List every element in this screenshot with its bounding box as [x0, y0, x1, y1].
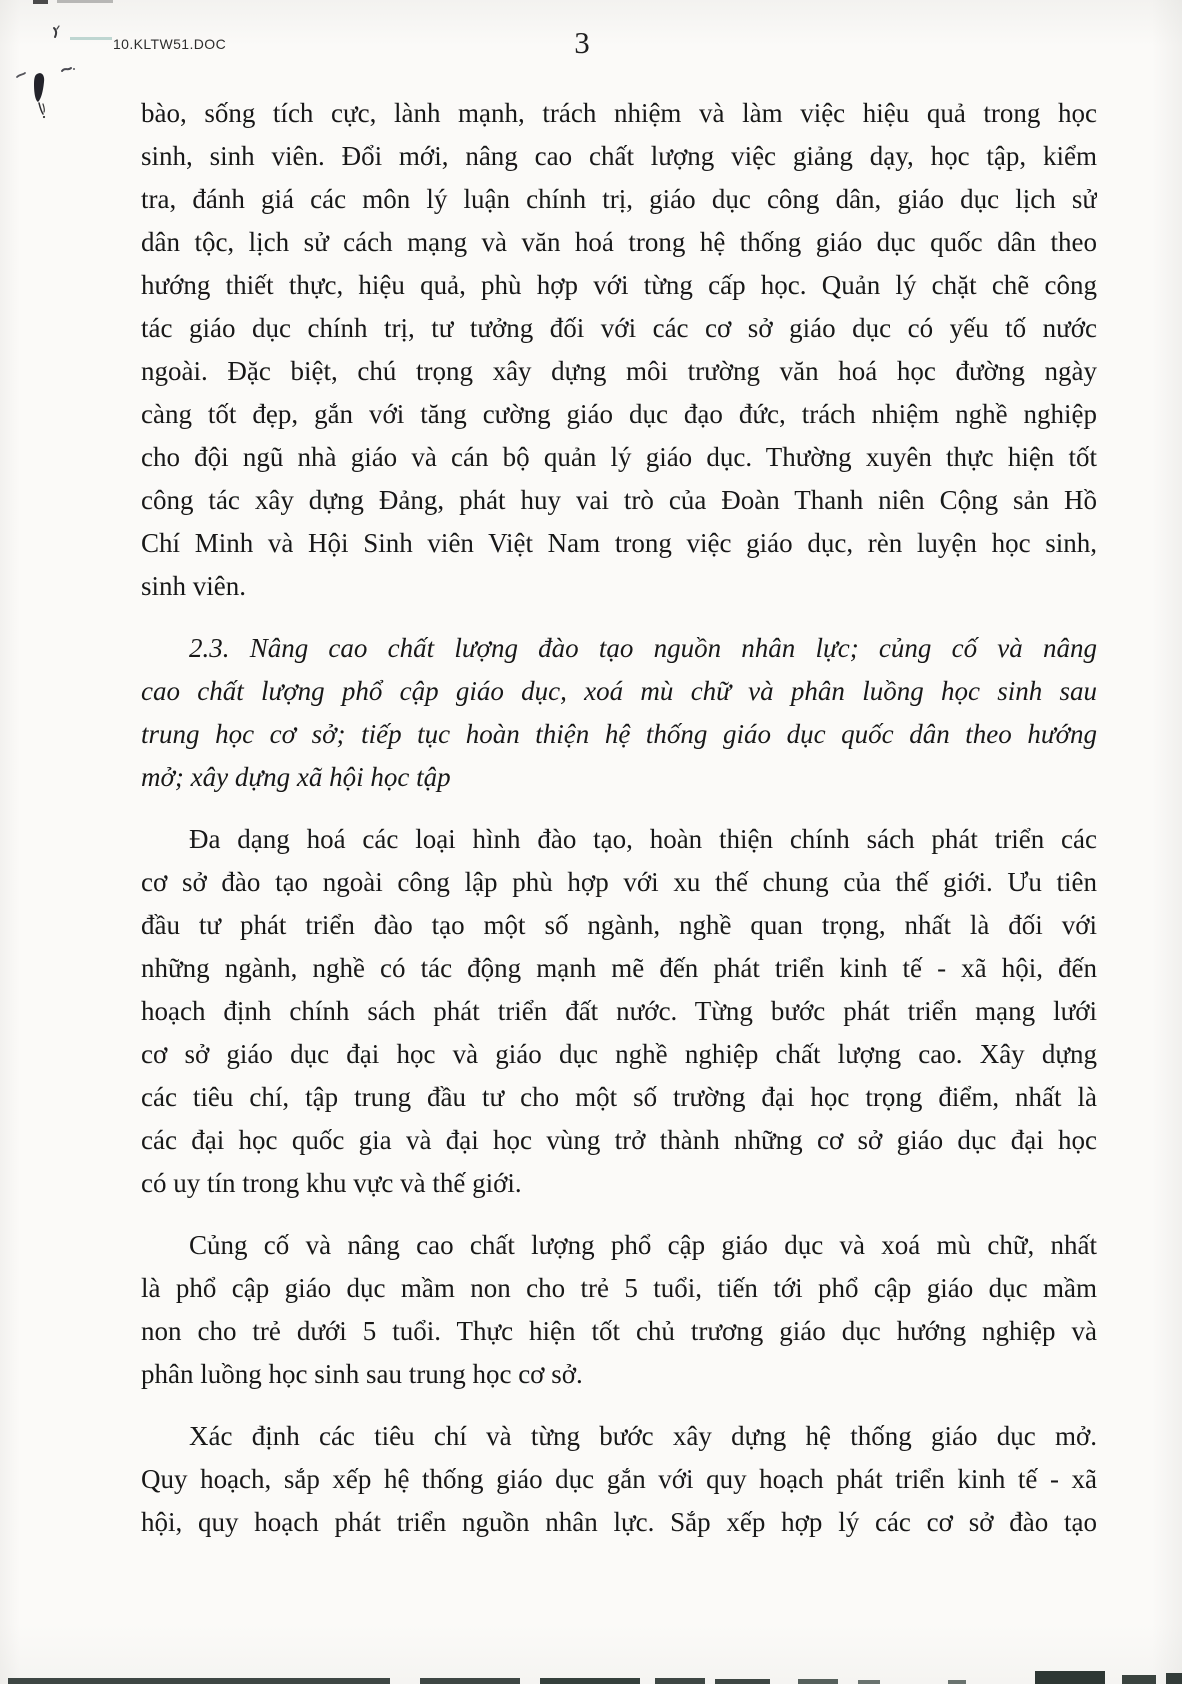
text-line: hoạch định chính sách phát triển đất nước. Từng bước phát triển mạng lưới [141, 996, 1097, 1026]
text-line: đầu tư phát triển đào tạo một số ngành, nghề quan trọng, nhất là đối với [141, 910, 1097, 940]
page-number: 3 [574, 25, 590, 60]
scan-artifact-bottom-strip [1166, 1673, 1182, 1684]
text-line: cao chất lượng phổ cập giáo dục, xoá mù chữ và phân luồng học sinh sau [141, 676, 1097, 706]
scan-artifact-bottom-strip [420, 1678, 520, 1684]
scan-artifact-bottom-block [1035, 1671, 1105, 1684]
text-line: là phổ cập giáo dục mầm non cho trẻ 5 tuổi, tiến tới phổ cập giáo dục mầm [141, 1273, 1097, 1303]
text-line: Đa dạng hoá các loại hình đào tạo, hoàn thiện chính sách phát triển các [189, 824, 1097, 854]
scan-artifact-bottom-strip [655, 1678, 705, 1684]
paragraph-training-diversification [141, 818, 1097, 1205]
scan-artifact-top-dark [33, 0, 48, 4]
text-line: hướng thiết thực, hiệu quả, phù hợp với từng cấp học. Quản lý chặt chẽ công [141, 270, 1097, 300]
scan-artifact-bottom-strip [1122, 1675, 1156, 1684]
text-line: các tiêu chí, tập trung đầu tư cho một số trường đại học trọng điểm, nhất là [141, 1082, 1097, 1112]
scan-artifact-bottom-strip [540, 1678, 640, 1684]
text-line: cơ sở giáo dục đại học và giáo dục nghề nghiệp chất lượng cao. Xây dựng [141, 1039, 1097, 1069]
scan-artifact-top-light [57, 0, 113, 3]
text-line: phân luồng học sinh sau trung học cơ sở. [141, 1359, 583, 1389]
text-line: ngoài. Đặc biệt, chú trọng xây dựng môi trường văn hoá học đường ngày [141, 356, 1097, 386]
text-line: công tác xây dựng Đảng, phát huy vai trò của Đoàn Thanh niên Cộng sản Hồ [141, 485, 1097, 515]
text-line: sinh, sinh viên. Đổi mới, nâng cao chất lượng việc giảng dạy, học tập, kiểm [141, 141, 1097, 171]
text-line: có uy tín trong khu vực và thế giới. [141, 1168, 522, 1198]
text-line: Chí Minh và Hội Sinh viên Việt Nam trong việc giáo dục, rèn luyện học sinh, [141, 528, 1097, 558]
text-line: 2.3. Nâng cao chất lượng đào tạo nguồn nhân lực; củng cố và nâng [189, 633, 1097, 663]
text-line: tra, đánh giá các môn lý luận chính trị, giáo dục công dân, giáo dục lịch sử [141, 184, 1097, 214]
scan-artifact-bottom-strip [8, 1678, 390, 1684]
text-line: sinh viên. [141, 571, 246, 601]
text-line: cơ sở đào tạo ngoài công lập phù hợp với xu thế chung của thế giới. Ưu tiên [141, 867, 1097, 897]
text-line: mở; xây dựng xã hội học tập [141, 762, 451, 792]
text-line: các đại học quốc gia và đại học vùng trở thành những cơ sở giáo dục đại học [141, 1125, 1097, 1155]
text-line: tác giáo dục chính trị, tư tưởng đối với các cơ sở giáo dục có yếu tố nước [141, 313, 1097, 343]
section-heading-2-3 [141, 627, 1097, 799]
scan-artifact-bottom-strip [715, 1679, 770, 1684]
text-line: bào, sống tích cực, lành mạnh, trách nhiệm và làm việc hiệu quả trong học [141, 98, 1097, 128]
document-body [141, 92, 1097, 1544]
text-line: Quy hoạch, sắp xếp hệ thống giáo dục gắn với quy hoạch phát triển kinh tế - xã [141, 1464, 1097, 1494]
text-line: càng tốt đẹp, gắn với tăng cường giáo dục đạo đức, trách nhiệm nghề nghiệp [141, 399, 1097, 429]
scan-artifact-bottom-strip [858, 1680, 880, 1684]
text-line: trung học cơ sở; tiếp tục hoàn thiện hệ thống giáo dục quốc dân theo hướng [141, 719, 1097, 749]
document-filename: 10.KLTW51.DOC [113, 36, 227, 52]
text-line: non cho trẻ dưới 5 tuổi. Thực hiện tốt chủ trương giáo dục hướng nghiệp và [141, 1316, 1097, 1346]
text-line: những ngành, nghề có tác động mạnh mẽ đến phát triển kinh tế - xã hội, đến [141, 953, 1097, 983]
paragraph-open-education-system [141, 1415, 1097, 1544]
paragraph-continuation [141, 92, 1097, 608]
scan-artifact-bottom-strip [948, 1680, 966, 1684]
text-line: Củng cố và nâng cao chất lượng phổ cập giáo dục và xoá mù chữ, nhất [189, 1230, 1097, 1260]
text-line: hội, quy hoạch phát triển nguồn nhân lực. Sắp xếp hợp lý các cơ sở đào tạo [141, 1507, 1097, 1537]
text-line: cho đội ngũ nhà giáo và cán bộ quản lý giáo dục. Thường xuyên thực hiện tốt [141, 442, 1097, 472]
text-line: dân tộc, lịch sử cách mạng và văn hoá trong hệ thống giáo dục quốc dân theo [141, 227, 1097, 257]
text-line: Xác định các tiêu chí và từng bước xây dựng hệ thống giáo dục mở. [189, 1421, 1097, 1451]
scan-artifact-bottom-strip [798, 1679, 838, 1684]
paragraph-universal-education [141, 1224, 1097, 1396]
